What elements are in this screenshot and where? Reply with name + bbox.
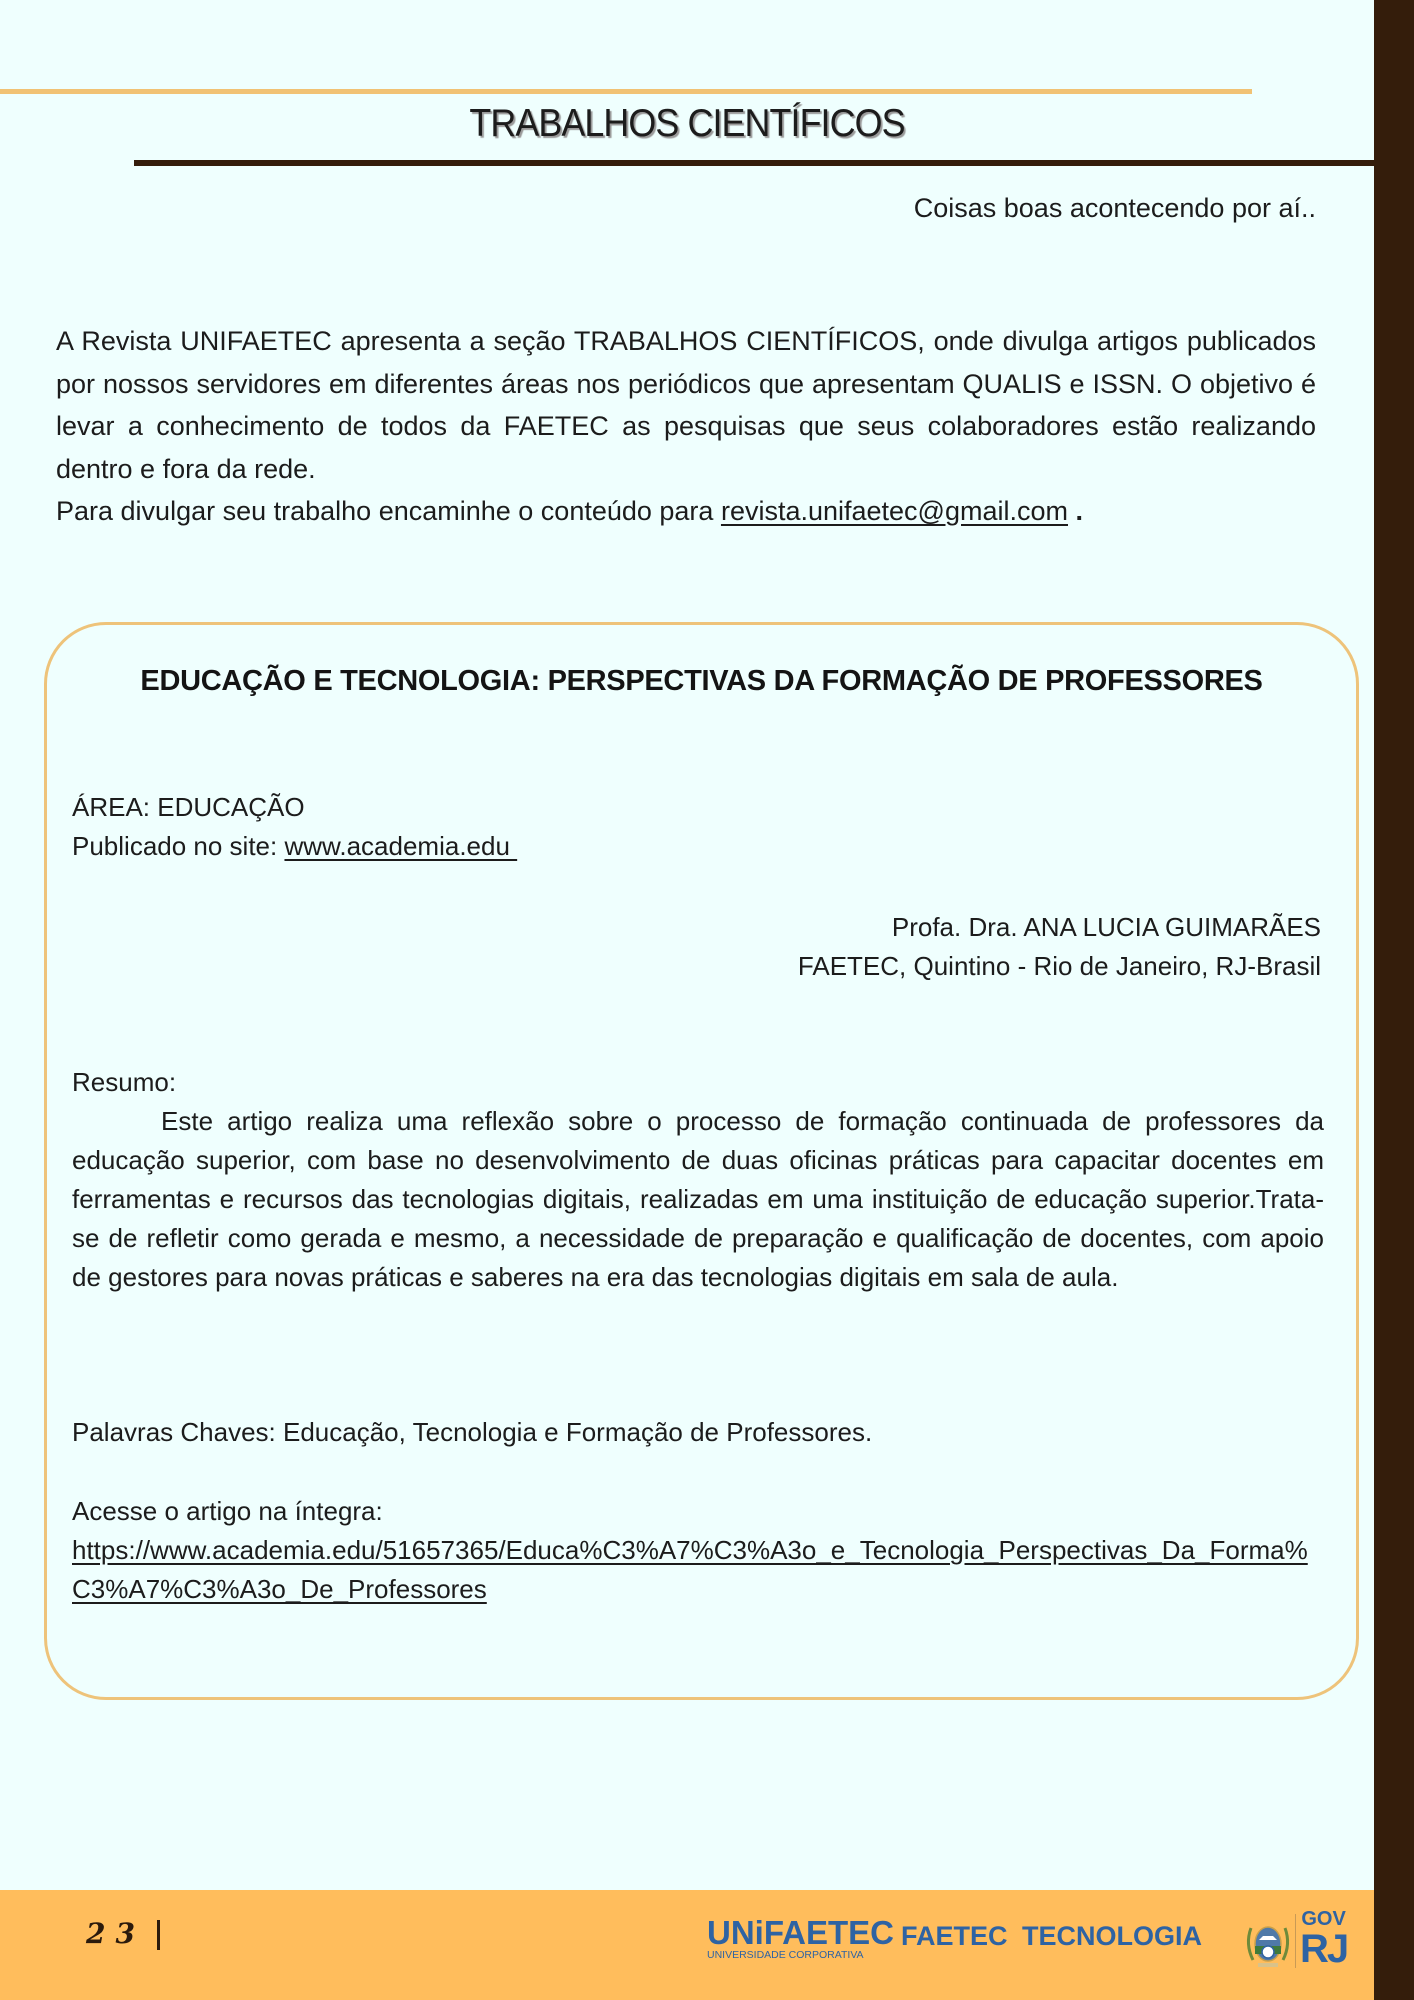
article-meta xyxy=(72,788,517,866)
rj-coat-of-arms-icon xyxy=(1243,1916,1293,1972)
author-affiliation: FAETEC, Quintino - Rio de Janeiro, RJ-Brasil xyxy=(797,951,1321,981)
gov-rj-logo xyxy=(1300,1908,1348,1971)
email-link[interactable]: revista.unifaetec@gmail.com xyxy=(720,496,1068,526)
page-number-separator xyxy=(157,1920,160,1950)
gov-text: GOV xyxy=(1301,1908,1346,1930)
article-card xyxy=(44,622,1359,1700)
page-number: 23 xyxy=(86,1917,145,1950)
abstract-label: Resumo: xyxy=(72,1067,177,1097)
unifaetec-logo xyxy=(707,1914,895,1961)
published-prefix: Publicado no site: xyxy=(72,831,285,861)
submission-line xyxy=(56,490,1316,533)
article-area: ÁREA: EDUCAÇÃO xyxy=(72,792,305,822)
tagline: Coisas boas acontecendo por aí.. xyxy=(913,193,1316,223)
rj-text: RJ xyxy=(1300,1927,1348,1971)
access-label: Acesse o artigo na íntegra: xyxy=(72,1496,383,1526)
gov-divider xyxy=(1295,1914,1296,1968)
author-name: Profa. Dra. ANA LUCIA GUIMARÃES xyxy=(891,912,1321,942)
intro-paragraph: A Revista UNIFAETEC apresenta a seção TRABALHOS CIENTÍFICOS, onde divulga artigos publicados por nossos servidores em diferentes áreas nos periódicos que apresentam QUALIS e ISSN. O objetivo é levar a conhecimento de todos da FAETEC as pesquisas que seus colaboradores estão realizando dentro e fora da rede. xyxy=(56,326,1316,484)
faetec-logo: FAETEC xyxy=(901,1921,1008,1951)
side-bar xyxy=(1374,0,1414,2000)
top-divider-orange xyxy=(0,89,1252,94)
title-underline xyxy=(134,160,1374,166)
abstract-text: Este artigo realiza uma reflexão sobre o processo de formação continuada de professores da educação superior, com base no desenvolvimento de duas oficinas práticas para capacitar docentes em ferramentas e recursos das tecnologias digitais, realizadas em uma instituição de educação superior.Trata-se de refletir como gerada e mesmo, a necessidade de preparação e qualificação de docentes, com apoio de gestores para novas práticas e saberes na era das tecnologias digitais em sala de aula. xyxy=(72,1106,1324,1292)
submission-prefix: Para divulgar seu trabalho encaminhe o conteúdo para xyxy=(56,496,721,526)
page-title: TRABALHOS CIENTÍFICOS xyxy=(469,102,905,145)
article-title: EDUCAÇÃO E TECNOLOGIA: PERSPECTIVAS DA FORMAÇÃO DE PROFESSORES xyxy=(140,665,1263,697)
published-site-link[interactable]: www.academia.edu xyxy=(284,831,518,861)
submission-suffix: . xyxy=(1068,496,1084,526)
footer xyxy=(0,1890,1374,2000)
intro-section xyxy=(56,320,1316,533)
tecnologia-logo: TECNOLOGIA xyxy=(1022,1921,1202,1951)
keywords: Palavras Chaves: Educação, Tecnologia e Formação de Professores. xyxy=(72,1417,873,1447)
author-block xyxy=(798,908,1321,986)
article-url-link[interactable]: https://www.academia.edu/51657365/Educa%C3%A7%C3%A3o_e_Tecnologia_Perspectivas_Da_Forma%C3%A7%C3%A3o_De_Professores xyxy=(72,1535,1308,1604)
unifaetec-logo-text: UNiFAETEC xyxy=(707,1914,895,1951)
published-line xyxy=(72,827,517,866)
unifaetec-logo-subtitle: UNIVERSIDADE CORPORATIVA xyxy=(707,1949,864,1961)
